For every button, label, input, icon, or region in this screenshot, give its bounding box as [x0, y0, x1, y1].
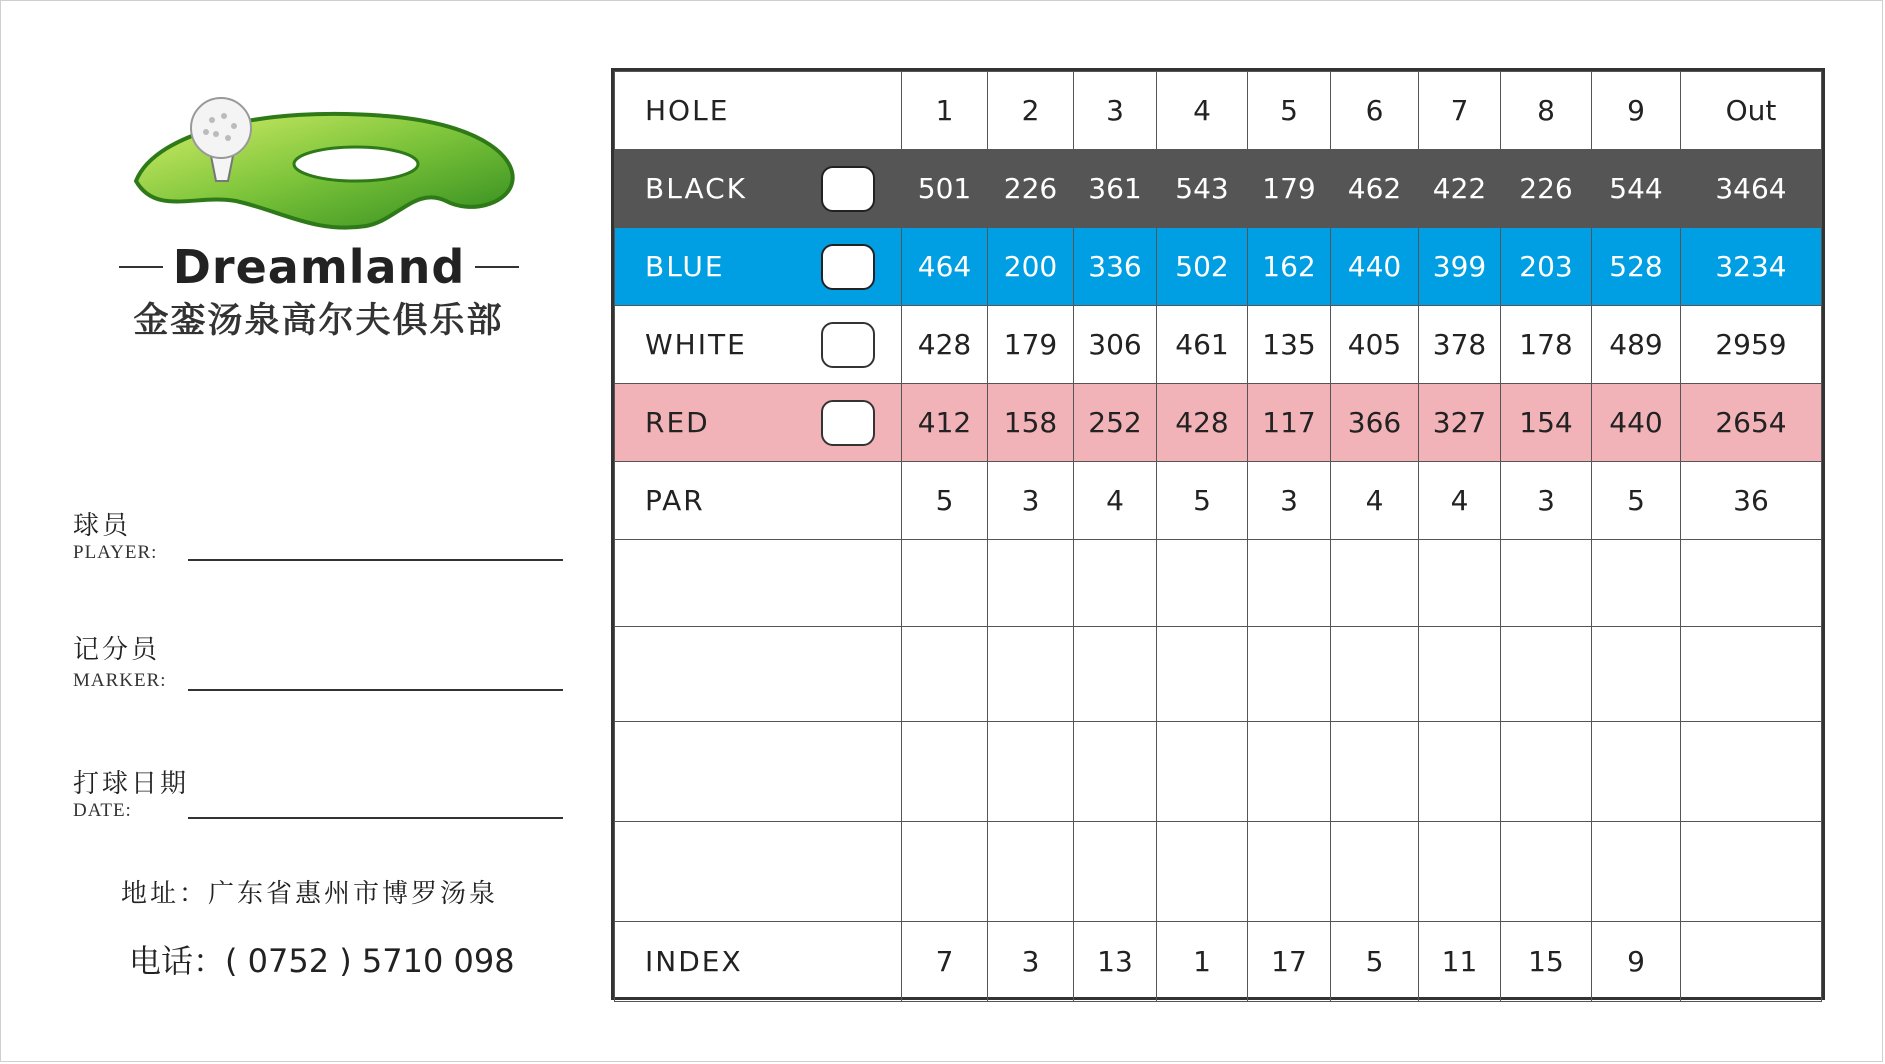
index-cell: 17 — [1248, 922, 1331, 1002]
yardage-cell: 428 — [1157, 384, 1248, 462]
index-cell: 11 — [1419, 922, 1501, 1002]
score-cell[interactable] — [1501, 627, 1592, 722]
index-cell: 7 — [902, 922, 988, 1002]
score-total-cell[interactable] — [1681, 540, 1822, 627]
out-total: 2959 — [1681, 306, 1822, 384]
score-entry-row — [615, 722, 1822, 822]
tee-row-blue — [615, 228, 1822, 306]
par-cell: 5 — [1157, 462, 1248, 540]
tee-name: WHITE — [645, 328, 747, 361]
index-cell: 3 — [988, 922, 1074, 1002]
score-cell[interactable] — [902, 822, 988, 922]
hole-number: 1 — [902, 72, 988, 150]
yardage-cell: 501 — [902, 150, 988, 228]
tee-label-blue — [615, 228, 902, 306]
score-total-cell[interactable] — [1681, 822, 1822, 922]
marker-label-cn: 记分员 — [73, 635, 161, 665]
brand-wordmark — [119, 239, 519, 295]
yardage-cell: 544 — [1592, 150, 1681, 228]
yardage-cell: 226 — [1501, 150, 1592, 228]
yardage-cell: 428 — [902, 306, 988, 384]
yardage-cell: 252 — [1074, 384, 1157, 462]
club-name-cn: 金銮汤泉高尔夫俱乐部 — [133, 300, 504, 341]
index-cell: 13 — [1074, 922, 1157, 1002]
yardage-cell: 422 — [1419, 150, 1501, 228]
par-label: PAR — [615, 462, 902, 540]
yardage-cell: 528 — [1592, 228, 1681, 306]
score-entry-row — [615, 627, 1822, 722]
yardage-cell: 135 — [1248, 306, 1331, 384]
par-cell: 5 — [902, 462, 988, 540]
index-cell: 1 — [1157, 922, 1248, 1002]
yardage-cell: 154 — [1501, 384, 1592, 462]
yardage-cell: 461 — [1157, 306, 1248, 384]
score-cell[interactable] — [1501, 540, 1592, 627]
wordmark-left-rule — [119, 266, 163, 268]
hole-number: 2 — [988, 72, 1074, 150]
hole-number: 7 — [1419, 72, 1501, 150]
score-cell[interactable] — [1248, 722, 1331, 822]
score-cell[interactable] — [1157, 822, 1248, 922]
yardage-cell: 179 — [1248, 150, 1331, 228]
tee-name: BLUE — [645, 250, 725, 283]
tee-label-white — [615, 306, 902, 384]
player-label-cn: 球员 — [73, 511, 132, 541]
hole-number: 3 — [1074, 72, 1157, 150]
yardage-cell: 440 — [1331, 228, 1419, 306]
club-address: 地址：广东省惠州市博罗汤泉 — [121, 879, 499, 909]
score-cell[interactable] — [1592, 822, 1681, 922]
yardage-cell: 306 — [1074, 306, 1157, 384]
index-total — [1681, 922, 1822, 1002]
player-name-cell[interactable] — [615, 722, 902, 822]
par-row — [615, 462, 1822, 540]
index-cell: 5 — [1331, 922, 1419, 1002]
yardage-cell: 543 — [1157, 150, 1248, 228]
date-label-en: DATE: — [73, 800, 132, 821]
score-cell[interactable] — [1501, 822, 1592, 922]
yardage-cell: 405 — [1331, 306, 1419, 384]
score-cell[interactable] — [988, 722, 1074, 822]
marker-field — [73, 629, 563, 692]
par-cell: 4 — [1074, 462, 1157, 540]
score-cell[interactable] — [1157, 627, 1248, 722]
out-header: Out — [1681, 72, 1822, 150]
score-cell[interactable] — [1592, 722, 1681, 822]
score-cell[interactable] — [988, 627, 1074, 722]
player-field — [73, 505, 563, 564]
tee-label-red — [615, 384, 902, 462]
score-cell[interactable] — [1331, 722, 1419, 822]
player-name-cell[interactable] — [615, 540, 902, 627]
score-cell[interactable] — [1157, 722, 1248, 822]
hole-number: 6 — [1331, 72, 1419, 150]
yardage-cell: 158 — [988, 384, 1074, 462]
hole-label: HOLE — [615, 72, 902, 150]
player-name-cell[interactable] — [615, 822, 902, 922]
wordmark-right-rule — [475, 266, 519, 268]
yardage-cell: 378 — [1419, 306, 1501, 384]
par-cell: 5 — [1592, 462, 1681, 540]
score-cell[interactable] — [902, 627, 988, 722]
score-cell[interactable] — [902, 540, 988, 627]
yardage-cell: 440 — [1592, 384, 1681, 462]
score-total-cell[interactable] — [1681, 722, 1822, 822]
score-cell[interactable] — [1592, 627, 1681, 722]
par-cell: 4 — [1331, 462, 1419, 540]
score-table — [614, 71, 1822, 1002]
club-phone: 电话：( 0752 ) 5710 098 — [129, 942, 515, 980]
score-cell[interactable] — [1248, 540, 1331, 627]
yardage-cell: 502 — [1157, 228, 1248, 306]
tee-name: RED — [645, 406, 710, 439]
score-cell[interactable] — [1419, 822, 1501, 922]
player-label-en: PLAYER: — [73, 542, 158, 563]
par-cell: 3 — [1248, 462, 1331, 540]
tee-row-white — [615, 306, 1822, 384]
score-cell[interactable] — [1248, 627, 1331, 722]
score-cell[interactable] — [1157, 540, 1248, 627]
out-total: 2654 — [1681, 384, 1822, 462]
index-cell: 9 — [1592, 922, 1681, 1002]
tee-label-black — [615, 150, 902, 228]
tee-row-red — [615, 384, 1822, 462]
score-entry-row — [615, 822, 1822, 922]
score-cell[interactable] — [1419, 722, 1501, 822]
par-cell: 3 — [988, 462, 1074, 540]
tee-checkbox-blue[interactable] — [821, 244, 875, 290]
score-cell[interactable] — [1074, 627, 1157, 722]
score-cell[interactable] — [1331, 540, 1419, 627]
score-cell[interactable] — [988, 540, 1074, 627]
index-label: INDEX — [615, 922, 902, 1002]
hole-number: 9 — [1592, 72, 1681, 150]
yardage-cell: 412 — [902, 384, 988, 462]
player-write-line[interactable] — [188, 559, 563, 561]
brand-name: Dreamland — [172, 240, 466, 294]
score-grid — [611, 68, 1825, 1000]
out-total: 3234 — [1681, 228, 1822, 306]
score-cell[interactable] — [1331, 822, 1419, 922]
index-cell: 15 — [1501, 922, 1592, 1002]
yardage-cell: 327 — [1419, 384, 1501, 462]
date-write-line[interactable] — [188, 817, 563, 819]
score-cell[interactable] — [1331, 627, 1419, 722]
hole-number: 4 — [1157, 72, 1248, 150]
yardage-cell: 399 — [1419, 228, 1501, 306]
yardage-cell: 162 — [1248, 228, 1331, 306]
score-total-cell[interactable] — [1681, 627, 1822, 722]
index-row — [615, 922, 1822, 1002]
yardage-cell: 178 — [1501, 306, 1592, 384]
score-cell[interactable] — [1074, 822, 1157, 922]
score-cell[interactable] — [1074, 722, 1157, 822]
hole-row — [615, 72, 1822, 150]
tee-row-black — [615, 150, 1822, 228]
tee-checkbox-white[interactable] — [821, 322, 875, 368]
par-total: 36 — [1681, 462, 1822, 540]
yardage-cell: 336 — [1074, 228, 1157, 306]
player-name-cell[interactable] — [615, 627, 902, 722]
tee-checkbox-red[interactable] — [821, 400, 875, 446]
score-cell[interactable] — [1419, 627, 1501, 722]
yardage-cell: 117 — [1248, 384, 1331, 462]
yardage-cell: 366 — [1331, 384, 1419, 462]
score-cell[interactable] — [988, 822, 1074, 922]
marker-label-en: MARKER: — [73, 670, 167, 691]
yardage-cell: 464 — [902, 228, 988, 306]
yardage-cell: 203 — [1501, 228, 1592, 306]
par-cell: 4 — [1419, 462, 1501, 540]
tee-name: BLACK — [645, 172, 748, 205]
yardage-cell: 226 — [988, 150, 1074, 228]
par-cell: 3 — [1501, 462, 1592, 540]
date-label-cn: 打球日期 — [73, 769, 190, 799]
yardage-cell: 489 — [1592, 306, 1681, 384]
score-cell[interactable] — [1501, 722, 1592, 822]
score-cell[interactable] — [1248, 822, 1331, 922]
hole-number: 5 — [1248, 72, 1331, 150]
tee-checkbox-black[interactable] — [821, 166, 875, 212]
score-entry-row — [615, 540, 1822, 627]
marker-write-line[interactable] — [188, 689, 563, 691]
score-cell[interactable] — [1074, 540, 1157, 627]
date-field — [73, 763, 563, 822]
out-total: 3464 — [1681, 150, 1822, 228]
yardage-cell: 179 — [988, 306, 1074, 384]
score-cell[interactable] — [1592, 540, 1681, 627]
score-cell[interactable] — [1419, 540, 1501, 627]
hole-number: 8 — [1501, 72, 1592, 150]
yardage-cell: 200 — [988, 228, 1074, 306]
score-cell[interactable] — [902, 722, 988, 822]
yardage-cell: 361 — [1074, 150, 1157, 228]
yardage-cell: 462 — [1331, 150, 1419, 228]
